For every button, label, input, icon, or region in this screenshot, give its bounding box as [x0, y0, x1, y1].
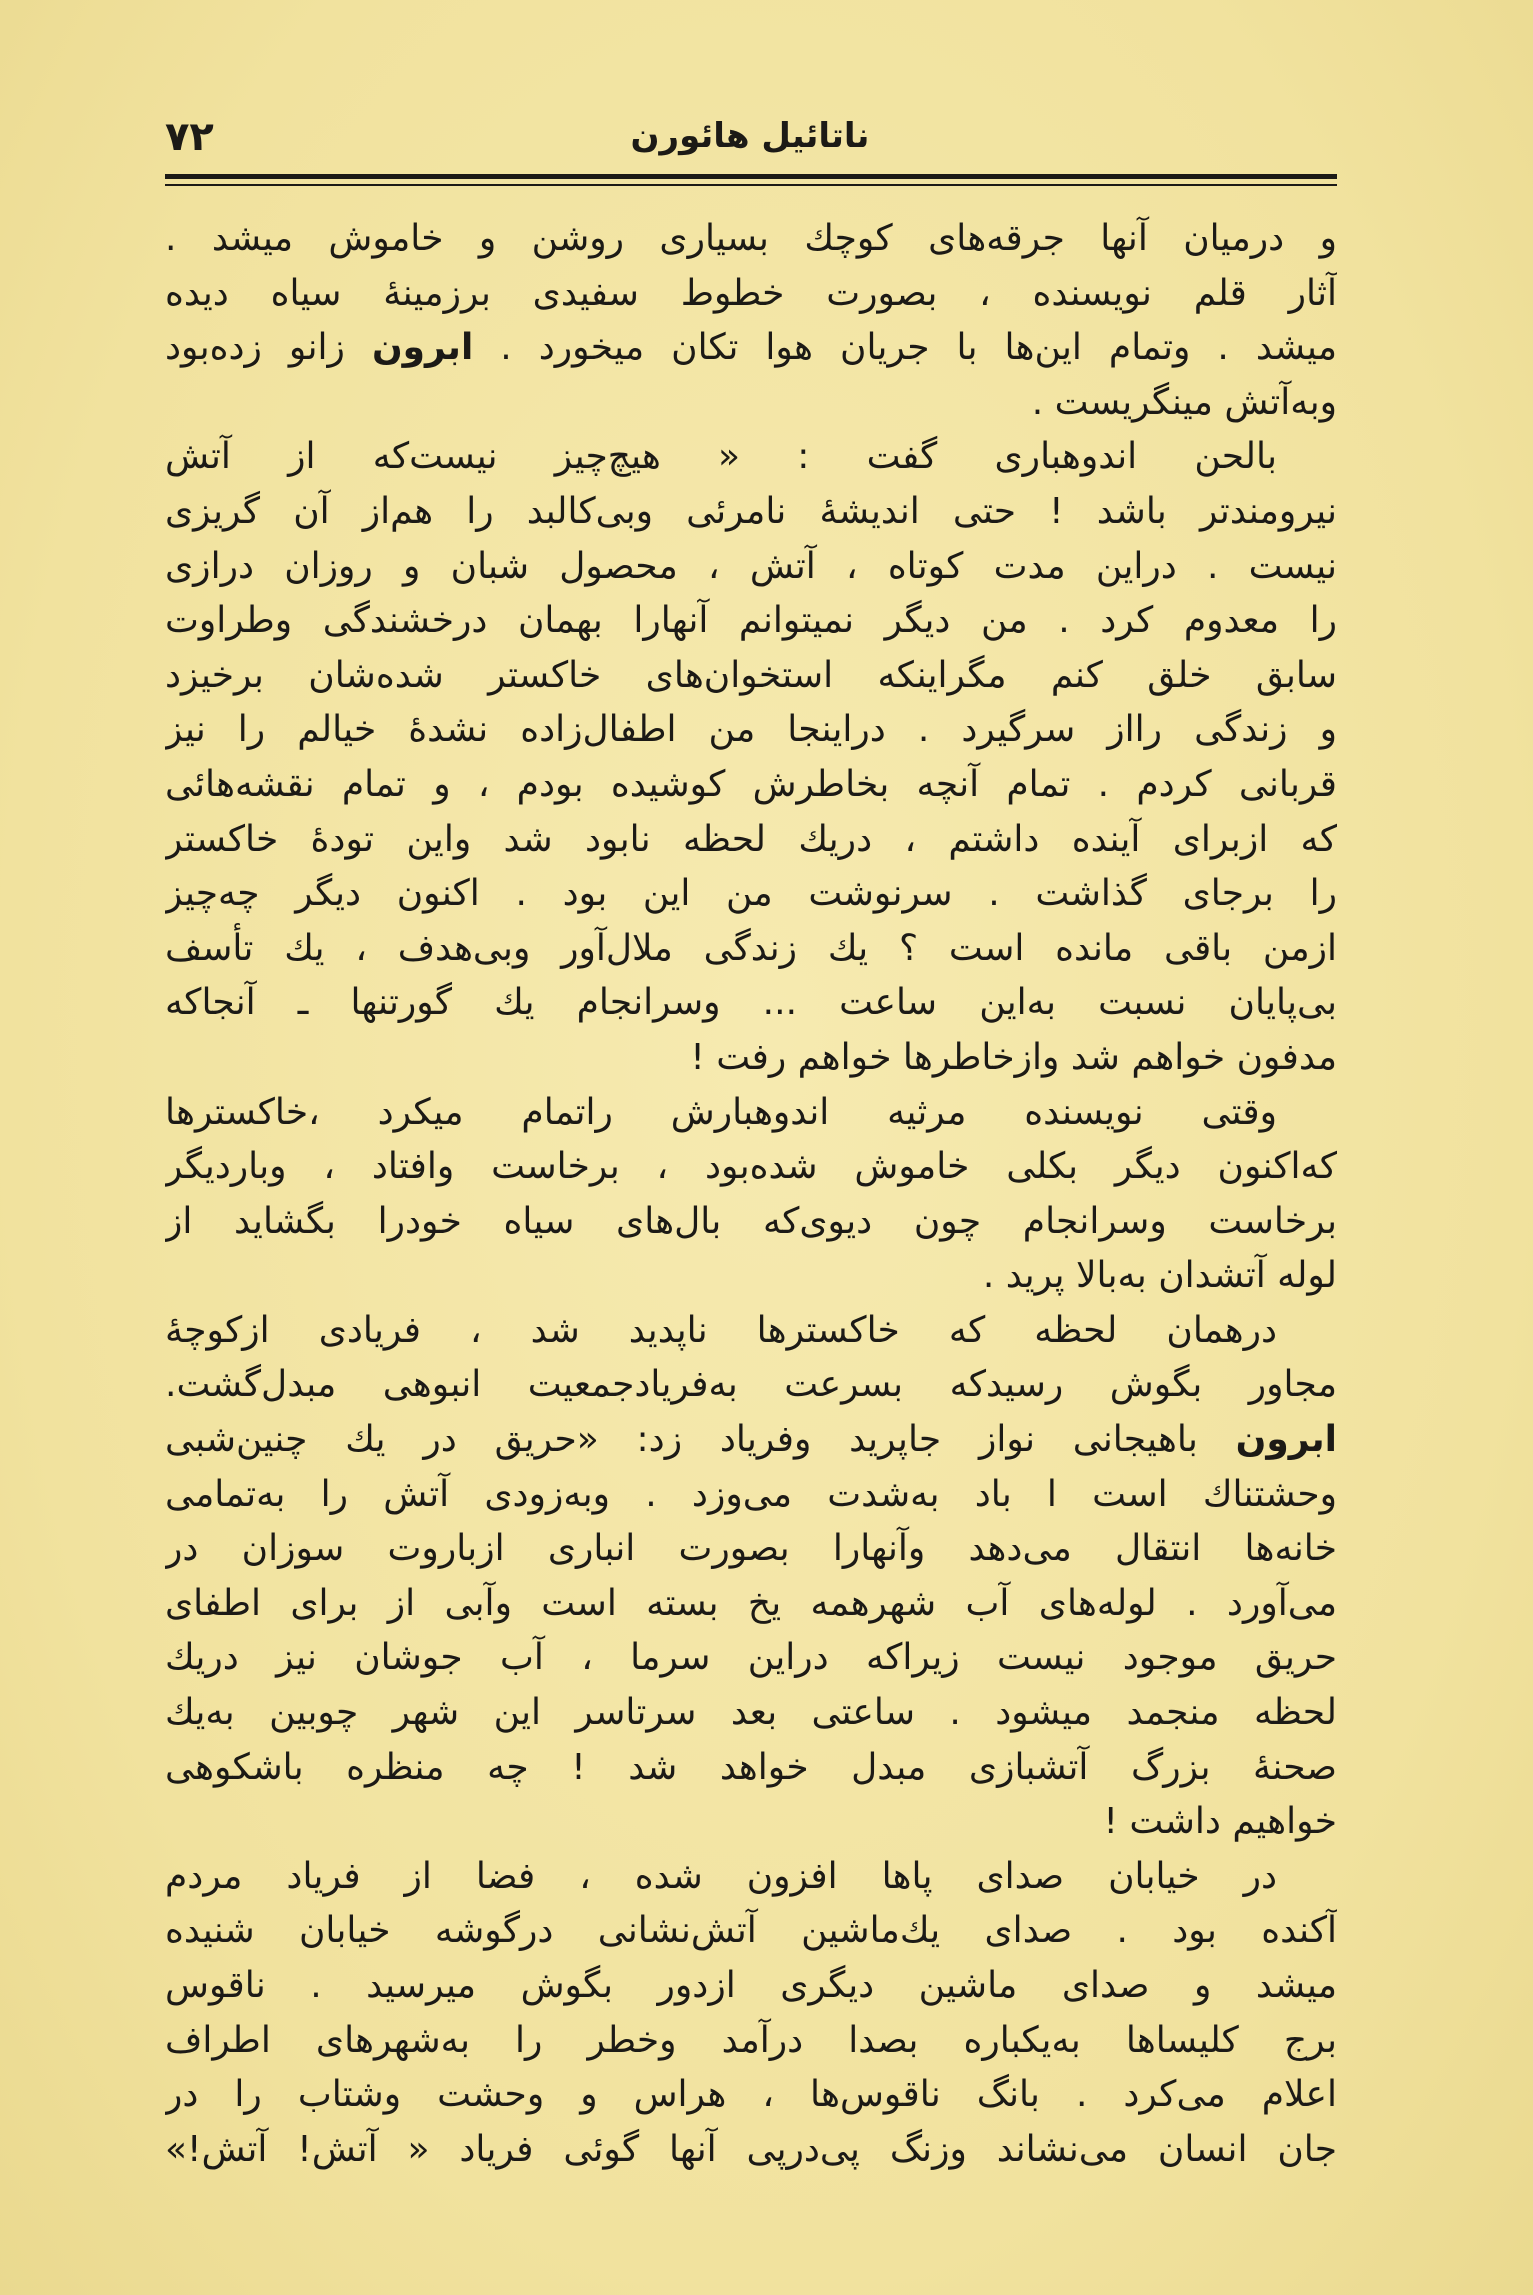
text-line: مجاور بگوش رسیدکه بسرعت به‌فریادجمعیت انبوهی مبدل‌گشت. — [165, 1364, 1337, 1406]
text-line: خانه‌ها انتقال می‌دهد وآنهارا بصورت انباری ازباروت سوزان در — [165, 1528, 1337, 1570]
text-line — [165, 1413, 1337, 1468]
text-line: وقتی نویسنده مرثیه اندوهبارش راتمام میکرد ،خاکسترها — [165, 1091, 1277, 1133]
text-line: را برجای گذاشت . سرنوشت من این بود . اکنون دیگر چه‌چیز — [165, 873, 1337, 915]
text-line: اعلام می‌کرد . بانگ ناقوس‌ها ، هراس و وحشت وشتاب را در — [165, 2074, 1337, 2116]
header-rule-thick — [165, 174, 1337, 179]
text-line: آکنده بود . صدای یك‌ماشین آتش‌نشانی درگوشه خیابان شنیده — [165, 1910, 1337, 1952]
page-number: ۷۲ — [165, 114, 214, 160]
text-line: در خیابان صدای پاها افزون شده ، فضا از فریاد مردم — [165, 1855, 1277, 1897]
text-segment: میشد . وتمام این‌ها با جریان هوا تکان میخورد . — [500, 327, 1337, 369]
text-line: بی‌پایان نسبت به‌این ساعت ... وسرانجام یك گورتنها ـ آنجاکه — [165, 982, 1337, 1024]
text-line: آثار قلم نویسنده ، بصورت خطوط سفیدی برزمینهٔ سیاه دیده — [165, 272, 1337, 314]
text-line: و درمیان آنها جرقه‌های کوچك بسیاری روشن و خاموش میشد . — [165, 218, 1337, 259]
text-line: که‌اکنون دیگر بکلی خاموش شده‌بود ، برخاست وافتاد ، وباردیگر — [165, 1146, 1337, 1188]
text-line: میشد و صدای ماشین دیگری ازدور بگوش میرسید . ناقوس — [165, 1965, 1337, 2006]
running-title: ناتائیل هائورن — [630, 116, 870, 156]
text-line: که ازبرای آینده داشتم ، دریك لحظه نابود شد واین تودهٔ خاکستر — [165, 818, 1337, 860]
character-name: ابرون — [371, 327, 474, 369]
text-line: نیست . دراین مدت کوتاه ، آتش ، محصول شبان و روزان درازی — [165, 545, 1337, 587]
text-line: مدفون خواهم شد وازخاطرها خواهم رفت ! — [690, 1036, 1337, 1078]
text-line: وحشتناك است ا باد به‌شدت می‌وزد . وبه‌زودی آتش را به‌تمامی — [165, 1473, 1337, 1515]
text-line: را معدوم کرد . من دیگر نمیتوانم آنهارا بهمان درخشندگی وطراوت — [165, 600, 1337, 642]
text-line: درهمان لحظه که خاکسترها ناپدید شد ، فریادی ازکوچهٔ — [165, 1309, 1277, 1351]
text-line: برج کلیساها به‌یکباره بصدا درآمد وخطر را به‌شهرهای اطراف — [165, 2019, 1337, 2061]
page-header — [165, 108, 1335, 178]
text-line — [165, 321, 1337, 376]
text-line: لوله آتشدان به‌بالا پرید . — [982, 1255, 1337, 1297]
text-line: قربانی کردم . تمام آنچه بخاطرش کوشیده بودم ، و تمام نقشه‌هائی — [165, 763, 1337, 805]
text-line: بالحن اندوهباری گفت : « هیچ‌چیز نیست‌که از آتش — [165, 436, 1277, 478]
header-rule-thin — [165, 184, 1337, 186]
text-line: سابق خلق کنم مگراینکه استخوان‌های خاکستر شده‌شان برخیزد — [165, 654, 1337, 696]
body-text — [165, 212, 1337, 2177]
text-line: وبه‌آتش مینگریست . — [1031, 381, 1337, 423]
text-line: ازمن باقی مانده است ؟ یك زندگی ملال‌آور وبی‌هدف ، یك تأسف — [165, 927, 1337, 969]
text-line: لحظه منجمد میشود . ساعتی بعد سرتاسر این شهر چوبین به‌یك — [165, 1692, 1337, 1734]
text-line: نیرومندتر باشد ! حتی اندیشهٔ نامرئی وبی‌کالبد را هم‌از آن گریزی — [165, 490, 1337, 532]
text-line: می‌آورد . لوله‌های آب شهرهمه یخ بسته است وآبی از برای اطفای — [165, 1582, 1337, 1624]
text-line: خواهیم داشت ! — [1103, 1801, 1337, 1843]
text-line: حریق موجود نیست زیراکه دراین سرما ، آب جوشان نیز دریك — [165, 1637, 1337, 1679]
character-name: ابرون — [1235, 1419, 1337, 1461]
text-segment: زانو زده‌بود — [165, 327, 345, 369]
text-line: صحنهٔ بزرگ آتشبازی مبدل خواهد شد ! چه منظره باشکوهی — [165, 1746, 1337, 1788]
text-line: برخاست وسرانجام چون دیوی‌که بال‌های سیاه خودرا بگشاید از — [165, 1200, 1337, 1242]
text-line: و زندگی رااز سرگیرد . دراینجا من اطفال‌زاده نشدهٔ خیالم را نیز — [165, 709, 1337, 751]
text-line: جان انسان می‌نشاند وزنگ پی‌درپی آنها گوئی فریاد « آتش! آتش!» — [165, 2128, 1337, 2170]
text-segment: باهیجانی نواز جاپرید وفریاد زد: «حریق در یك چنین‌شبی — [165, 1419, 1198, 1461]
